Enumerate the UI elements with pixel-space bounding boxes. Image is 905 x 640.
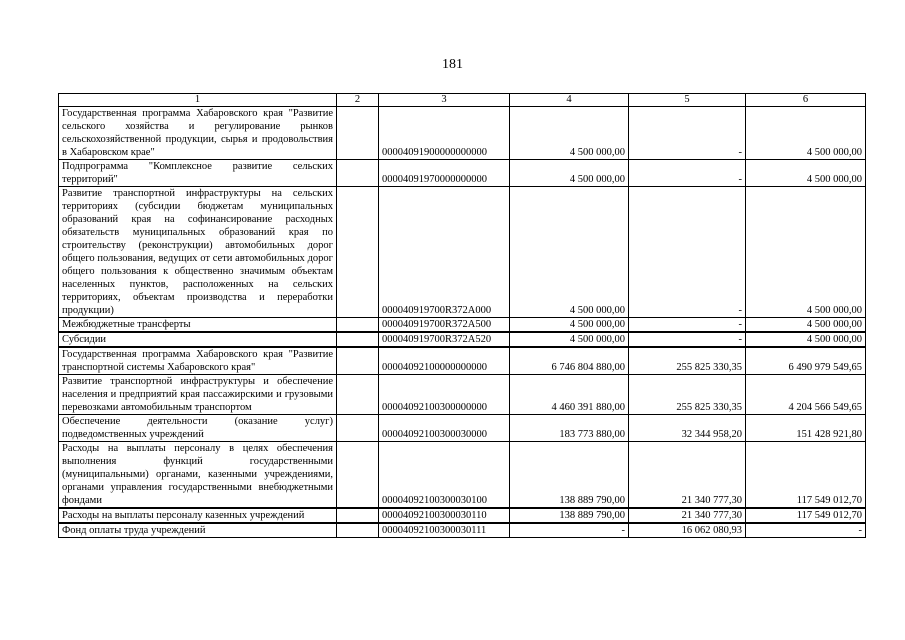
table-header-row — [59, 94, 866, 107]
row-col2 — [337, 347, 379, 375]
row-col2 — [337, 523, 379, 538]
row-value-5: - — [629, 160, 746, 187]
row-value-6: 4 500 000,00 — [746, 107, 866, 160]
row-name: Подпрограмма "Комплексное развитие сельских территорий" — [59, 160, 337, 187]
row-name: Развитие транспортной инфраструктуры и обеспечение населения и предприятий края пассажирскими и грузовыми перевозками автомобильным транспортом — [59, 375, 337, 415]
row-name: Развитие транспортной инфраструктуры на сельских территориях (субсидии бюджетам муниципальных образований края на софинансирование расходных обязательств муниципальных образований края по строительству (реконструкции) автомобильных дорог общего пользования, ведущих от сети автомобильных дорог общего пользования к общественно значимым объектам населенных пунктов, расположенных на сельских территориях, объектам производства и переработки продукции) — [59, 187, 337, 318]
row-value-6: 117 549 012,70 — [746, 508, 866, 523]
row-value-5: 21 340 777,30 — [629, 508, 746, 523]
row-name: Обеспечение деятельности (оказание услуг) подведомственных учреждений — [59, 415, 337, 442]
row-col2 — [337, 332, 379, 347]
row-value-5: 255 825 330,35 — [629, 347, 746, 375]
row-value-4: 138 889 790,00 — [510, 508, 629, 523]
column-header: 6 — [746, 94, 866, 107]
row-value-6: 151 428 921,80 — [746, 415, 866, 442]
column-header: 5 — [629, 94, 746, 107]
budget-table — [58, 93, 866, 538]
table-row — [59, 442, 866, 509]
column-header: 2 — [337, 94, 379, 107]
row-value-5: 32 344 958,20 — [629, 415, 746, 442]
row-col2 — [337, 318, 379, 333]
column-header: 4 — [510, 94, 629, 107]
row-value-6: 4 500 000,00 — [746, 160, 866, 187]
row-value-4: - — [510, 523, 629, 538]
row-name: Фонд оплаты труда учреждений — [59, 523, 337, 538]
row-value-4: 6 746 804 880,00 — [510, 347, 629, 375]
table-row — [59, 415, 866, 442]
row-value-5: - — [629, 318, 746, 333]
row-code: 00004091900000000000 — [379, 107, 510, 160]
row-value-6: 4 204 566 549,65 — [746, 375, 866, 415]
table-row — [59, 508, 866, 523]
row-code: 00004091970000000000 — [379, 160, 510, 187]
table-row — [59, 347, 866, 375]
table-row — [59, 318, 866, 333]
row-col2 — [337, 160, 379, 187]
row-value-6: 4 500 000,00 — [746, 187, 866, 318]
row-code: 00004092100300030111 — [379, 523, 510, 538]
row-col2 — [337, 187, 379, 318]
row-code: 000040919700R372A000 — [379, 187, 510, 318]
row-value-5: - — [629, 332, 746, 347]
row-value-4: 138 889 790,00 — [510, 442, 629, 509]
row-value-4: 4 500 000,00 — [510, 107, 629, 160]
row-name: Государственная программа Хабаровского края "Развитие транспортной системы Хабаровского края" — [59, 347, 337, 375]
row-col2 — [337, 508, 379, 523]
row-value-5: - — [629, 187, 746, 318]
row-value-6: - — [746, 523, 866, 538]
row-name: Расходы на выплаты персоналу казенных учреждений — [59, 508, 337, 523]
row-value-4: 4 500 000,00 — [510, 187, 629, 318]
row-value-6: 6 490 979 549,65 — [746, 347, 866, 375]
row-code: 00004092100300030110 — [379, 508, 510, 523]
table-row — [59, 107, 866, 160]
row-name: Межбюджетные трансферты — [59, 318, 337, 333]
row-value-4: 4 500 000,00 — [510, 160, 629, 187]
row-value-6: 4 500 000,00 — [746, 332, 866, 347]
row-code: 000040919700R372A500 — [379, 318, 510, 333]
table-row — [59, 187, 866, 318]
row-value-4: 4 460 391 880,00 — [510, 375, 629, 415]
table-row — [59, 375, 866, 415]
row-value-4: 4 500 000,00 — [510, 332, 629, 347]
column-header: 3 — [379, 94, 510, 107]
row-code: 00004092100300000000 — [379, 375, 510, 415]
row-name: Субсидии — [59, 332, 337, 347]
row-col2 — [337, 107, 379, 160]
row-col2 — [337, 442, 379, 509]
row-name: Расходы на выплаты персоналу в целях обеспечения выполнения функций государственными (муниципальными) органами, казенными учреждениями, органами управления государственными внебюджетными фондами — [59, 442, 337, 509]
row-code: 00004092100300030100 — [379, 442, 510, 509]
table-row — [59, 332, 866, 347]
row-code: 000040919700R372A520 — [379, 332, 510, 347]
page-number: 181 — [442, 57, 463, 72]
row-name: Государственная программа Хабаровского края "Развитие сельского хозяйства и регулирование рынков сельскохозяйственной продукции, сырья и продовольствия в Хабаровском крае" — [59, 107, 337, 160]
column-header: 1 — [59, 94, 337, 107]
row-value-6: 4 500 000,00 — [746, 318, 866, 333]
row-value-4: 4 500 000,00 — [510, 318, 629, 333]
row-value-5: - — [629, 107, 746, 160]
row-value-5: 16 062 080,93 — [629, 523, 746, 538]
row-col2 — [337, 375, 379, 415]
row-value-5: 21 340 777,30 — [629, 442, 746, 509]
row-code: 00004092100300030000 — [379, 415, 510, 442]
row-value-5: 255 825 330,35 — [629, 375, 746, 415]
row-col2 — [337, 415, 379, 442]
table-row — [59, 160, 866, 187]
row-value-6: 117 549 012,70 — [746, 442, 866, 509]
table-row — [59, 523, 866, 538]
row-code: 00004092100000000000 — [379, 347, 510, 375]
row-value-4: 183 773 880,00 — [510, 415, 629, 442]
